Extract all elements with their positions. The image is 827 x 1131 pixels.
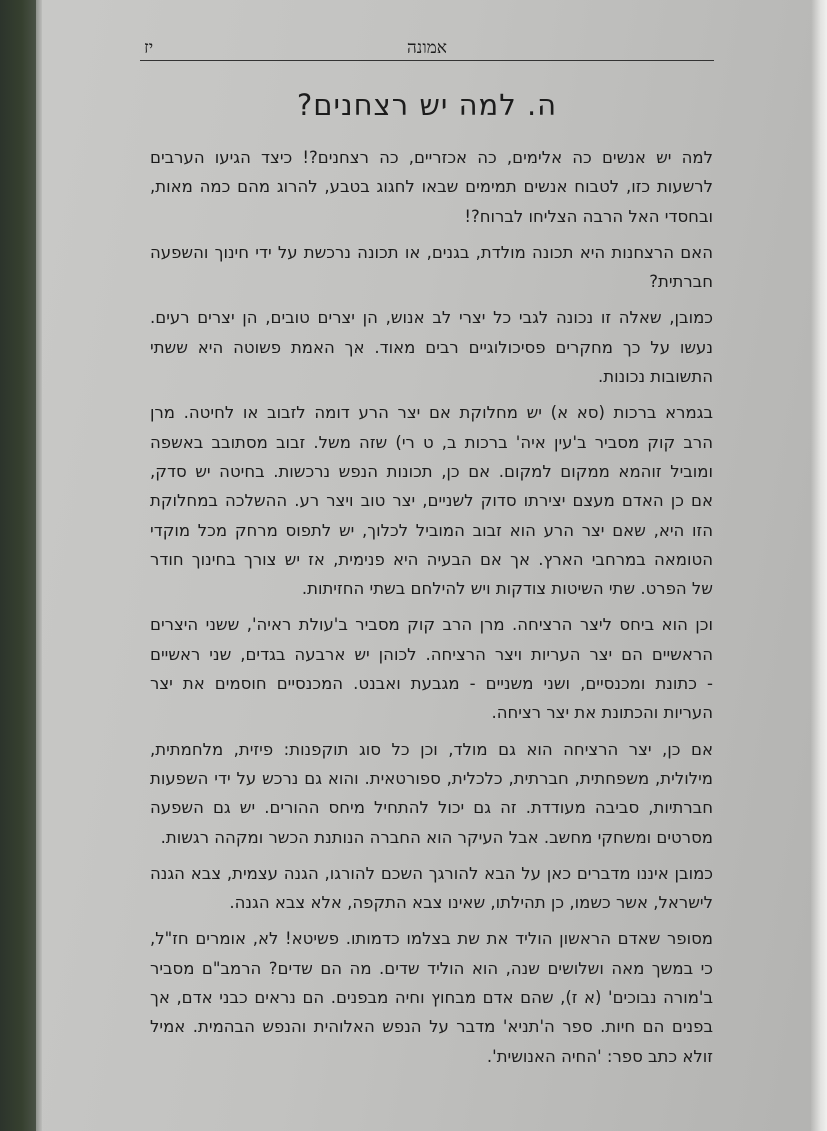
text-line: הטומאה במרחבי הארץ. אך אם הבעיה היא פנימית, אז יש צורך בחינוך חודר bbox=[150, 549, 713, 569]
text-line: כי במשך מאה ושלושים שנה, הוא הוליד שדים. מה הם שדים? הרמב"ם מסביר bbox=[150, 958, 713, 978]
text-line: זולא כתב ספר: 'החיה האנושית'. bbox=[486, 1046, 713, 1066]
paragraph bbox=[150, 143, 713, 231]
page-number: יז bbox=[144, 38, 154, 58]
text-line: ומוביל זוהמא ממקום למקום. אם כן, תכונות הנפש נרכשות. בחיטה יש סדק, bbox=[150, 461, 713, 481]
text-line: הראשיים הם יצר העריות ויצר הרציחה. לכוהן יש ארבעה בגדים, שני ראשיים bbox=[150, 644, 713, 664]
section-title: ה. למה יש רצחנים? bbox=[296, 88, 558, 122]
text-line: הרב קוק מסביר ב'עין איה' ברכות ב, ט רי) שזה משל. זבוב מסתובב באשפה bbox=[150, 432, 713, 452]
text-line: וכן הוא ביחס ליצר הרציחה. מרן הרב קוק מסביר ב'עולת ראיה', ששני היצרים bbox=[150, 615, 713, 635]
text-line: אם כן האדם מעצם יצירתו סדוק לשניים, יצר טוב ויצר רע. ההשלכה במחלוקת bbox=[150, 491, 713, 511]
text-line: חברתית? bbox=[649, 272, 713, 292]
running-title: אמונה bbox=[407, 38, 447, 58]
text-line: התשובות נכונות. bbox=[598, 367, 713, 387]
text-line: לרשעות כזו, לטבוח אנשים תמימים שבאו לחגוג בטבע, להרוג מהם כמה מאות, bbox=[150, 177, 713, 197]
text-line: כמובן, שאלה זו נכונה לגבי כל יצרי לב אנוש, הן יצרים טובים, הן יצרים רעים. bbox=[150, 308, 713, 328]
text-line: למה יש אנשים כה אלימים, כה אכזריים, כה רצחנים?! כיצד הגיעו הערבים bbox=[150, 148, 713, 167]
text-line: העריות והכתונת את יצר רציחה. bbox=[491, 703, 713, 723]
text-line: בפנים הם חיות. ספר ה'תניא' מדבר על הנפש האלוהית והנפש הבהמית. אמיל bbox=[150, 1017, 713, 1037]
text-line: הזו היא, שאם יצר הרע הוא זבוב המוביל לכלוך, יש לתפוס מרחק מכל מוקדי bbox=[150, 520, 713, 540]
paragraph bbox=[150, 735, 713, 852]
text-line: האם הרצחנות היא תכונה מולדת, בגנים, או תכונה נרכשת על ידי חינוך והשפעה bbox=[150, 242, 713, 262]
paragraph bbox=[150, 924, 713, 1070]
text-line: ובחסדי האל הרבה הצליחו לברוח?! bbox=[464, 206, 713, 226]
book-spine-shadow bbox=[0, 0, 36, 1131]
paragraph bbox=[150, 610, 713, 727]
text-line: כמובן איננו מדברים כאן על הבא להורגך השכם להורגו, הגנה עצמית, צבא הגנה bbox=[150, 863, 713, 883]
text-line: נעשו על כך מחקרים פסיכולוגיים רבים מאוד. אך האמת פשוטה היא ששתי bbox=[150, 337, 713, 357]
text-line: בגמרא ברכות (סא א) יש מחלוקת אם יצר הרע דומה לזבוב או לחיטה. מרן bbox=[150, 403, 713, 423]
page-gutter bbox=[36, 0, 42, 1131]
body-text bbox=[150, 143, 713, 1078]
text-line: של הפרט. שתי השיטות צודקות ויש להילחם בשתי החזיתות. bbox=[301, 579, 713, 599]
text-line: אם כן, יצר הרציחה הוא גם מולד, וכן כל סוג תוקפנות: פיזית, מלחמתית, bbox=[150, 739, 713, 759]
text-line: מסופר שאדם הראשון הוליד את שת בצלמו כדמותו. פשיטא! לא, אומרים חז"ל, bbox=[150, 929, 713, 949]
text-line: - כתונת ומכנסיים, ושני משניים - מגבעת ואבנט. המכנסיים חוסמים את יצר bbox=[150, 674, 713, 694]
text-line: ב'מורה נבוכים' (א ז), שהם אדם מבחוץ וחיה מבפנים. הם נראים כבני אדם, אך bbox=[150, 988, 713, 1008]
page-edge bbox=[811, 0, 827, 1131]
text-line: מסרטים ומשחקי מחשב. אבל העיקר הוא החברה הנותנת הכשר ומקהה רגשות. bbox=[160, 827, 713, 847]
text-line: לישראל, אשר כשמו, כן תהילתו, שאינו צבא התקפה, אלא צבא הגנה. bbox=[229, 893, 713, 913]
paragraph bbox=[150, 238, 713, 297]
paragraph bbox=[150, 303, 713, 391]
paragraph bbox=[150, 398, 713, 603]
running-header bbox=[140, 34, 714, 61]
text-line: חברתיות, סביבה מעודדת. זה גם יכול להתחיל מיחס ההורים. יש גם השפעה bbox=[150, 798, 713, 818]
paragraph bbox=[150, 859, 713, 918]
text-line: מילולית, משפחתית, חברתית, כלכלית, ספורטאית. והוא גם נרכש על ידי השפעות bbox=[150, 768, 713, 788]
